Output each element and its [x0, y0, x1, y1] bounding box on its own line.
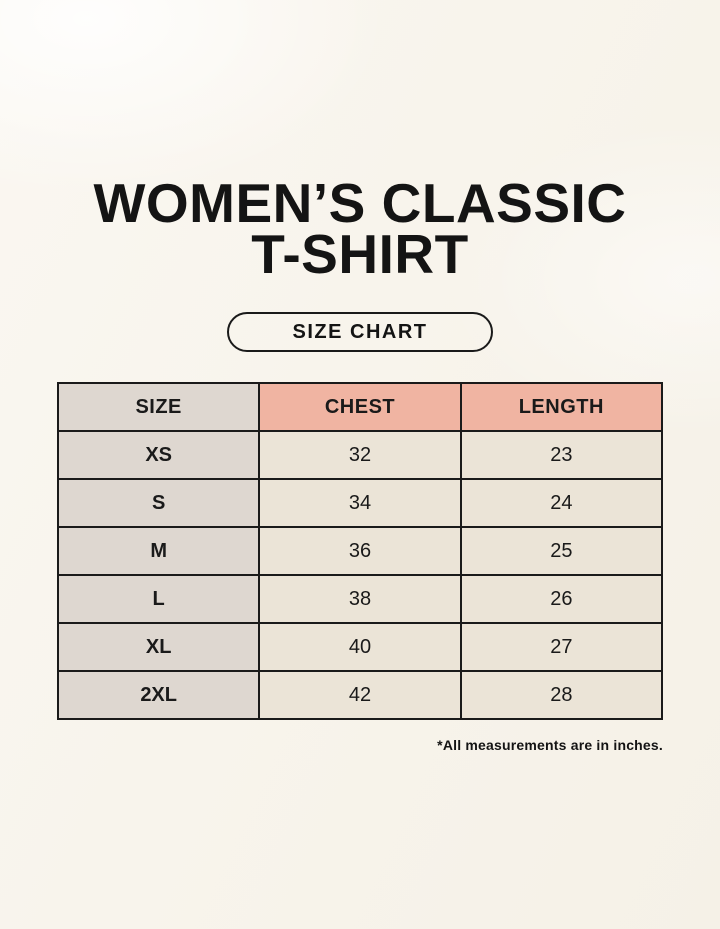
length-cell: 24: [461, 479, 662, 527]
table-header-row: [58, 383, 662, 431]
page-title-line1: WOMEN’S CLASSIC: [93, 172, 627, 234]
table-row: [58, 527, 662, 575]
length-cell: 27: [461, 623, 662, 671]
chest-cell: 40: [259, 623, 460, 671]
size-cell: S: [58, 479, 259, 527]
chest-cell: 42: [259, 671, 460, 719]
size-chart-badge-label: SIZE CHART: [292, 320, 428, 343]
size-table-header: [58, 383, 662, 431]
length-cell: 25: [461, 527, 662, 575]
column-header-chest: CHEST: [259, 383, 460, 431]
measurement-footnote: *All measurements are in inches.: [437, 737, 663, 753]
chest-cell: 38: [259, 575, 460, 623]
page-title: [0, 172, 720, 285]
column-header-size: SIZE: [58, 383, 259, 431]
table-row: [58, 479, 662, 527]
table-row: [58, 431, 662, 479]
length-cell: 23: [461, 431, 662, 479]
table-row: [58, 623, 662, 671]
length-cell: 28: [461, 671, 662, 719]
size-cell: L: [58, 575, 259, 623]
size-cell: M: [58, 527, 259, 575]
chest-cell: 36: [259, 527, 460, 575]
page-title-line2: T-SHIRT: [251, 223, 469, 285]
column-header-length: LENGTH: [461, 383, 662, 431]
size-table-body: [58, 431, 662, 719]
size-cell: XS: [58, 431, 259, 479]
size-cell: 2XL: [58, 671, 259, 719]
size-cell: XL: [58, 623, 259, 671]
size-chart-badge: [227, 312, 493, 352]
size-table-container: [57, 382, 663, 720]
table-row: [58, 575, 662, 623]
table-row: [58, 671, 662, 719]
chest-cell: 32: [259, 431, 460, 479]
size-table: [57, 382, 663, 720]
chest-cell: 34: [259, 479, 460, 527]
length-cell: 26: [461, 575, 662, 623]
